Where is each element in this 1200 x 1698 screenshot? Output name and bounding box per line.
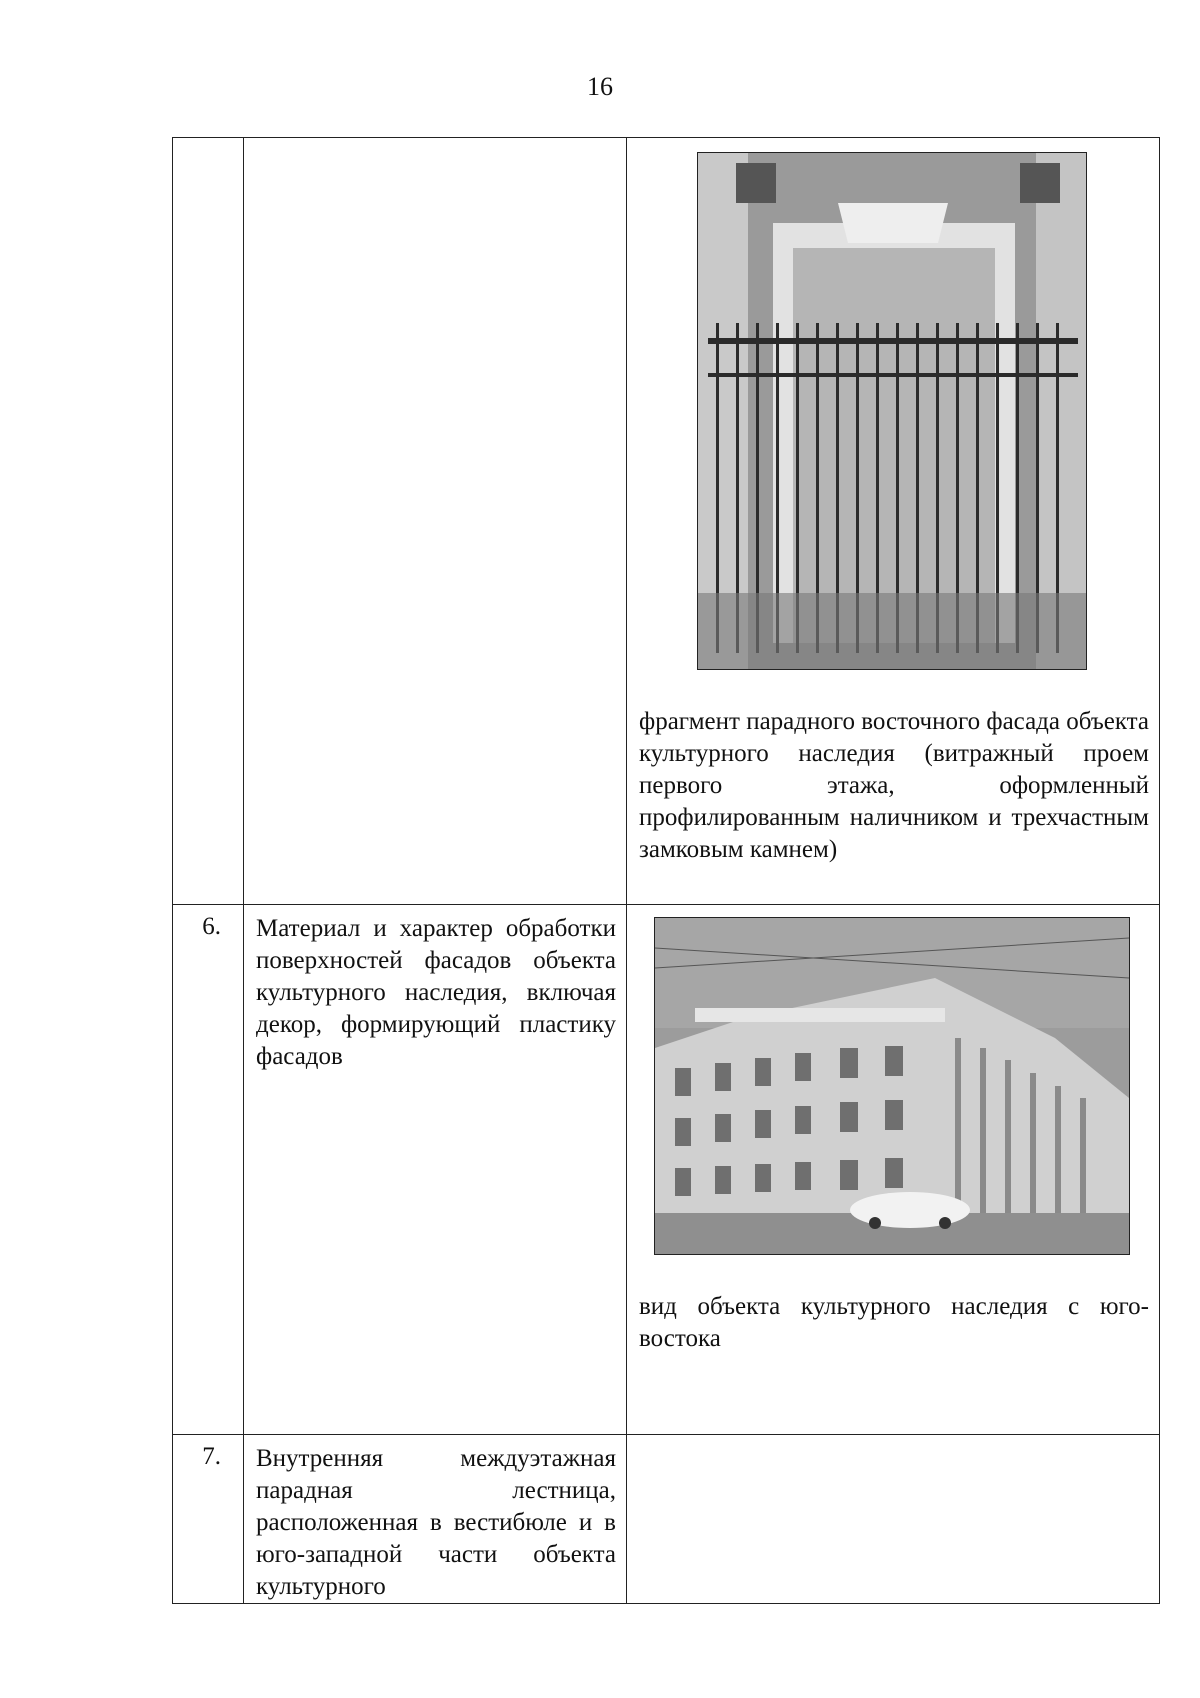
gate-photo — [697, 152, 1087, 670]
row-illustration-cell — [627, 1435, 1160, 1604]
photo-caption: вид объекта культурного наследия с юго-востока — [639, 1293, 1149, 1352]
row-description — [244, 138, 627, 905]
row-illustration-cell — [627, 138, 1160, 905]
table-row — [173, 138, 1160, 905]
building-photo — [654, 917, 1130, 1255]
row-number: 7. — [173, 1435, 244, 1604]
row-description: Внутренняя междуэтажная парадная лестница, расположенная в вестибюле и в юго-западной части объекта культурного — [244, 1435, 627, 1604]
row-number: 6. — [173, 905, 244, 1435]
row-description: Материал и характер обработки поверхностей фасадов объекта культурного наследия, включая декор, формирующий пластику фасадов — [244, 905, 627, 1435]
row-illustration-cell — [627, 905, 1160, 1435]
page-number: 16 — [587, 72, 613, 101]
row-number — [173, 138, 244, 905]
photo-caption: фрагмент парадного восточного фасада объекта культурного наследия (витражный проем первого этажа, оформленный профилированным наличником и трехчастным замковым камнем) — [639, 708, 1149, 863]
heritage-table — [172, 137, 1160, 1604]
table-row — [173, 1435, 1160, 1604]
table-row — [173, 905, 1160, 1435]
